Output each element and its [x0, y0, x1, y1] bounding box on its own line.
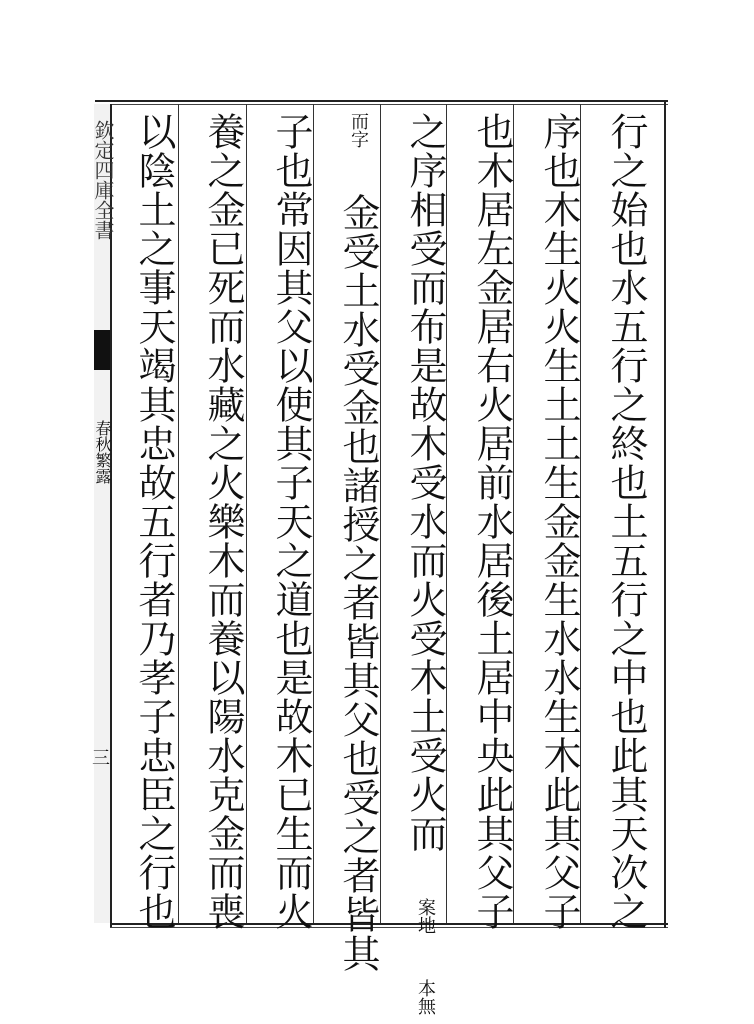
margin-page-number: 三: [89, 748, 110, 766]
column-text: 養之金已死而水藏之火樂木而養以陽水克金而喪: [201, 112, 245, 931]
text-column-8: [130, 112, 178, 931]
text-column-2: [535, 112, 583, 931]
margin-section-title: 春秋繁露: [93, 420, 112, 484]
text-column-4: [401, 112, 449, 1015]
top-border-inner: [95, 104, 668, 105]
bottom-border-inner: [110, 927, 668, 928]
top-border: [95, 100, 668, 102]
margin-book-title: 欽定四庫全書: [91, 120, 115, 240]
fish-tail-mark: [94, 330, 110, 370]
column-text: 之序相受而布是故木受水而火受木土受火而: [403, 112, 447, 853]
text-column-5: [334, 112, 382, 973]
bottom-border: [110, 923, 668, 925]
column-text: 金受土水受金也諸授之者皆其父也受之者皆其: [336, 193, 380, 973]
collation-note-2: 本無: [415, 979, 436, 1015]
text-column-7: [199, 112, 247, 931]
column-text: 也木居左金居右火居前水居後土居中央此其父子: [470, 112, 514, 931]
text-column-3: [468, 112, 516, 931]
column-text: 行之始也水五行之終也土五行之中也此其天次之: [604, 112, 648, 931]
column-divider: [178, 104, 179, 923]
column-text: 序也木生火火生土土生金金生水水生木此其父子: [537, 112, 581, 931]
column-text: 以陰土之事天竭其忠故五行者乃孝子忠臣之行也: [132, 112, 176, 931]
text-column-6: [267, 112, 315, 931]
column-text: 子也常因其父以使其子天之道也是故木已生而火: [269, 112, 313, 931]
head-note: 而字: [348, 112, 369, 148]
collation-note: 案地: [415, 898, 436, 934]
text-column-1: [602, 112, 650, 931]
right-frame-line: [664, 100, 666, 928]
